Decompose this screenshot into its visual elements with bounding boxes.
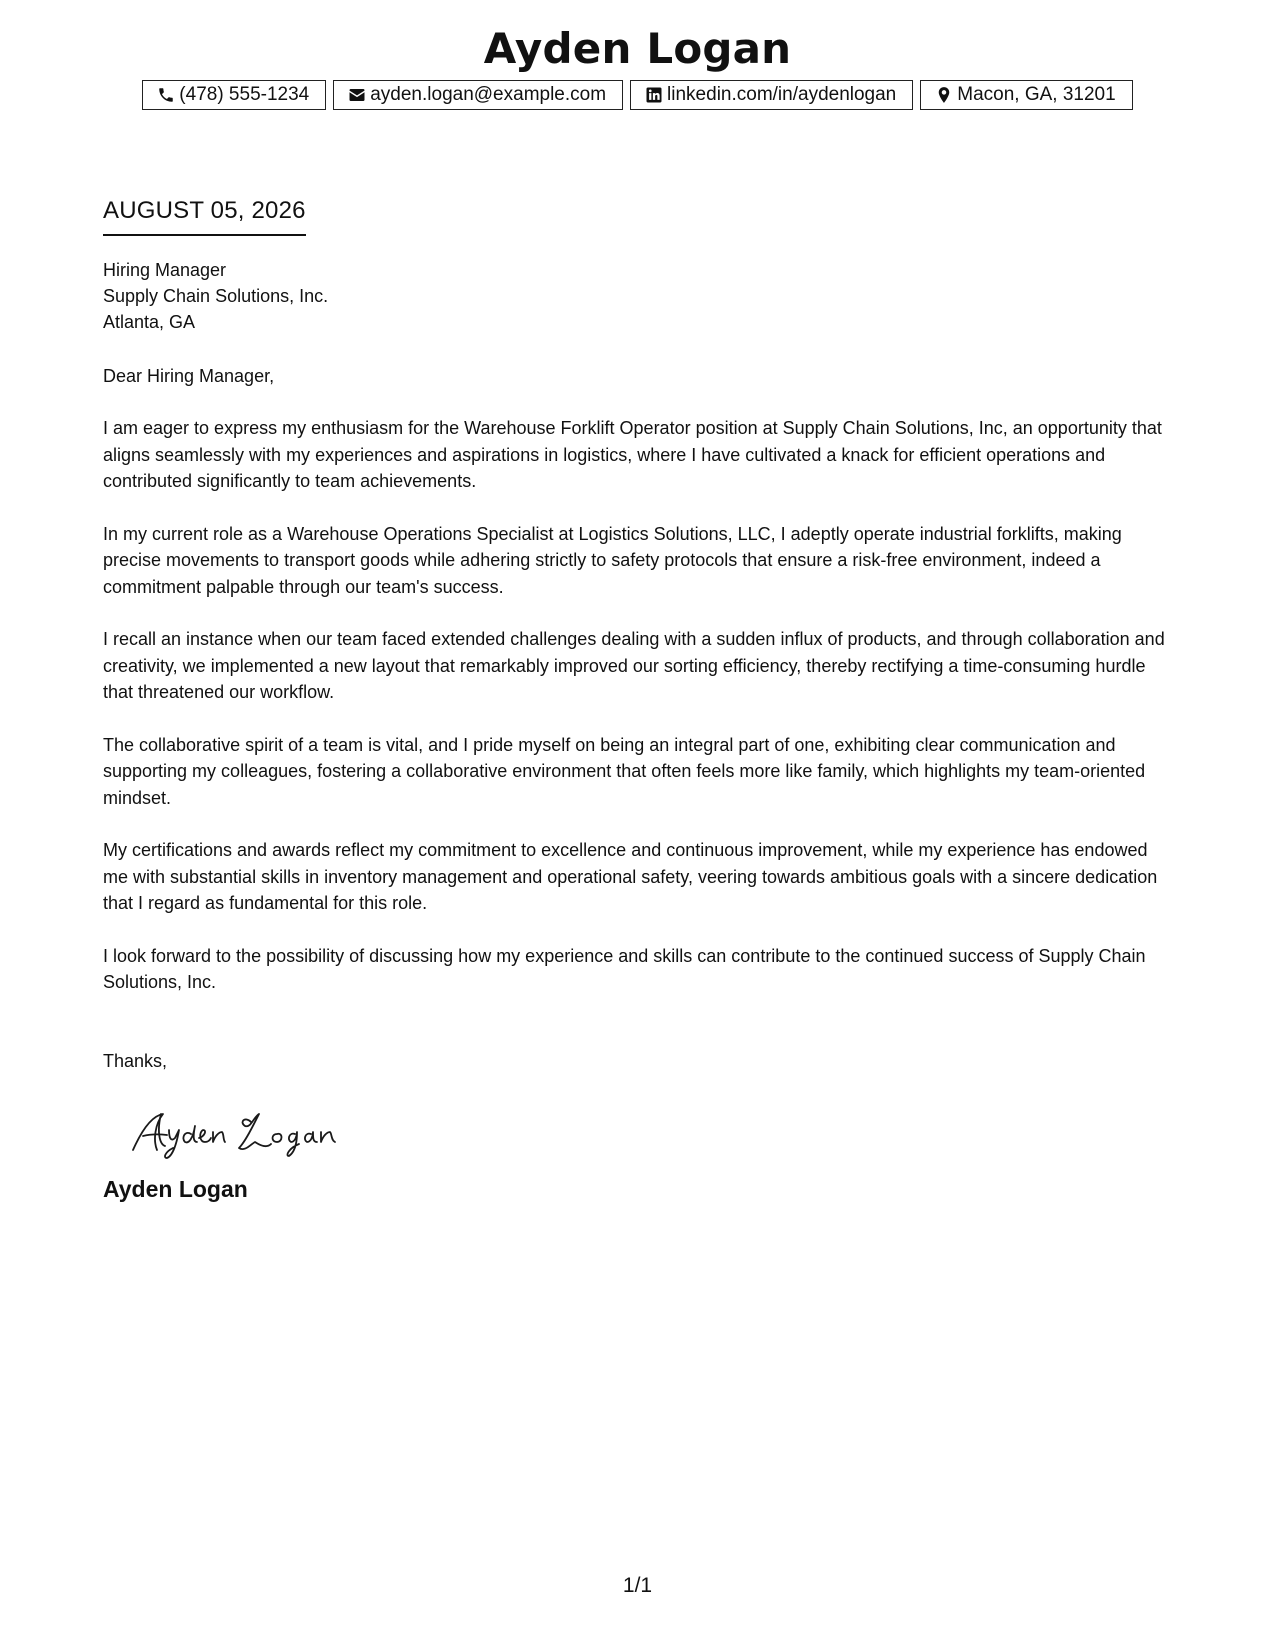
- handwritten-signature: [127, 1102, 367, 1162]
- contact-email: [333, 80, 623, 110]
- body-paragraph: My certifications and awards reflect my commitment to excellence and continuous improvement, while my experience has endowed me with substantial skills in inventory management and operational safety, veering towards ambitious goals with a sincere dedication that I regard as fundamental for this role.: [103, 840, 1158, 913]
- page-number: 1/1: [622, 1574, 653, 1597]
- linkedin-icon: [644, 85, 664, 105]
- recipient-block: [103, 257, 1178, 335]
- contact-location: [920, 80, 1132, 110]
- applicant-name-heading: Ayden Logan: [483, 24, 792, 73]
- signer-name: Ayden Logan: [103, 1175, 248, 1202]
- phone-icon: [156, 85, 176, 105]
- letter-body: [103, 194, 1178, 1204]
- body-paragraph: The collaborative spirit of a team is vital, and I pride myself on being an integral part of one, exhibiting clear communication and supporting my colleagues, fostering a collaborative environment that often feels more like family, which highlights my team-oriented mindset.: [103, 734, 1146, 808]
- contact-location-text: Macon, GA, 31201: [957, 84, 1116, 105]
- body-paragraph: I look forward to the possibility of discussing how my experience and skills can contribute to the continued success of Supply Chain Solutions, Inc.: [103, 945, 1146, 992]
- letter-date: AUGUST 05, 2026: [103, 194, 306, 236]
- map-pin-icon: [934, 85, 954, 105]
- recipient-location: Atlanta, GA: [103, 312, 196, 332]
- body-paragraph: In my current role as a Warehouse Operations Specialist at Logistics Solutions, LLC, I adeptly operate industrial forklifts, making precise movements to transport goods while adhering strictly to safety protocols that ensure a risk-free environment, indeed a commitment palpable through our team's success.: [103, 523, 1122, 597]
- contact-linkedin-text: linkedin.com/in/aydenlogan: [667, 84, 897, 105]
- contact-info-row: [0, 80, 1275, 110]
- body-paragraph: I am eager to express my enthusiasm for the Warehouse Forklift Operator position at Supply Chain Solutions, Inc, an opportunity that aligns seamlessly with my experiences and aspirations in logistics, where I have cultivated a knack for efficient operations and contributed significantly to team achievements.: [103, 418, 1162, 491]
- recipient-title: Hiring Manager: [103, 260, 227, 280]
- recipient-company: Supply Chain Solutions, Inc.: [103, 286, 329, 306]
- contact-email-text: ayden.logan@example.com: [370, 84, 607, 105]
- contact-phone: [142, 80, 326, 110]
- contact-phone-text: (478) 555-1234: [179, 84, 310, 105]
- envelope-icon: [347, 85, 367, 105]
- contact-linkedin: [630, 80, 913, 110]
- body-paragraph: I recall an instance when our team faced extended challenges dealing with a sudden influx of products, and through collaboration and creativity, we implemented a new layout that remarkably improved our sorting efficiency, thereby rectifying a time-consuming hurdle that threatened our workflow.: [103, 629, 1165, 702]
- salutation: Dear Hiring Manager,: [103, 366, 275, 386]
- closing: Thanks,: [103, 1050, 168, 1071]
